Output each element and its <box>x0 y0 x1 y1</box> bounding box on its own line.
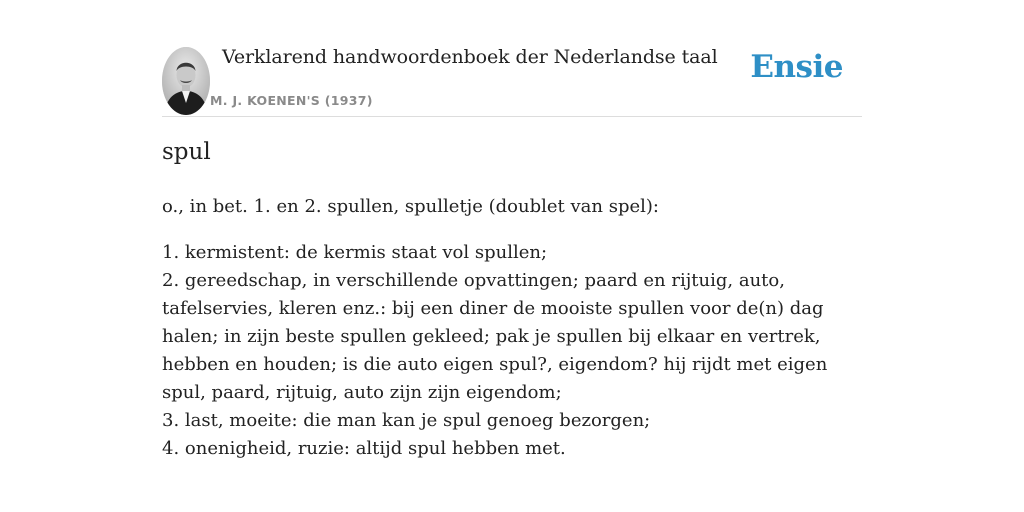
dictionary-header <box>162 44 862 117</box>
ensie-logo-link[interactable]: Ensie <box>750 49 843 85</box>
sense-item: 1. kermistent: de kermis staat vol spullen; <box>162 242 548 263</box>
sense-list <box>162 239 862 463</box>
author-portrait-icon <box>162 47 210 115</box>
headword: spul <box>162 139 211 165</box>
sense-item: 4. onenigheid, ruzie: altijd spul hebben met. <box>162 438 566 459</box>
sense-item: 2. gereedschap, in verschillende opvattingen; paard en rijtuig, auto, tafelservies, kleren enz.: bij een diner de mooiste spullen voor de(n) dag halen; in zijn beste spullen gekleed; pak je spullen bij elkaar en vertrek, hebben en houden; is die auto eigen spul?, eigendom? hij rijdt met eigen spul, paard, rijtuig, auto zijn zijn eigendom; <box>162 270 828 403</box>
book-title: Verklarend handwoordenboek der Nederlandse taal <box>222 46 718 68</box>
entry-intro: o., in bet. 1. en 2. spullen, spulletje (doublet van spel): <box>162 196 659 217</box>
book-author: M. J. KOENEN'S (1937) <box>210 93 373 108</box>
sense-item: 3. last, moeite: die man kan je spul genoeg bezorgen; <box>162 410 651 431</box>
